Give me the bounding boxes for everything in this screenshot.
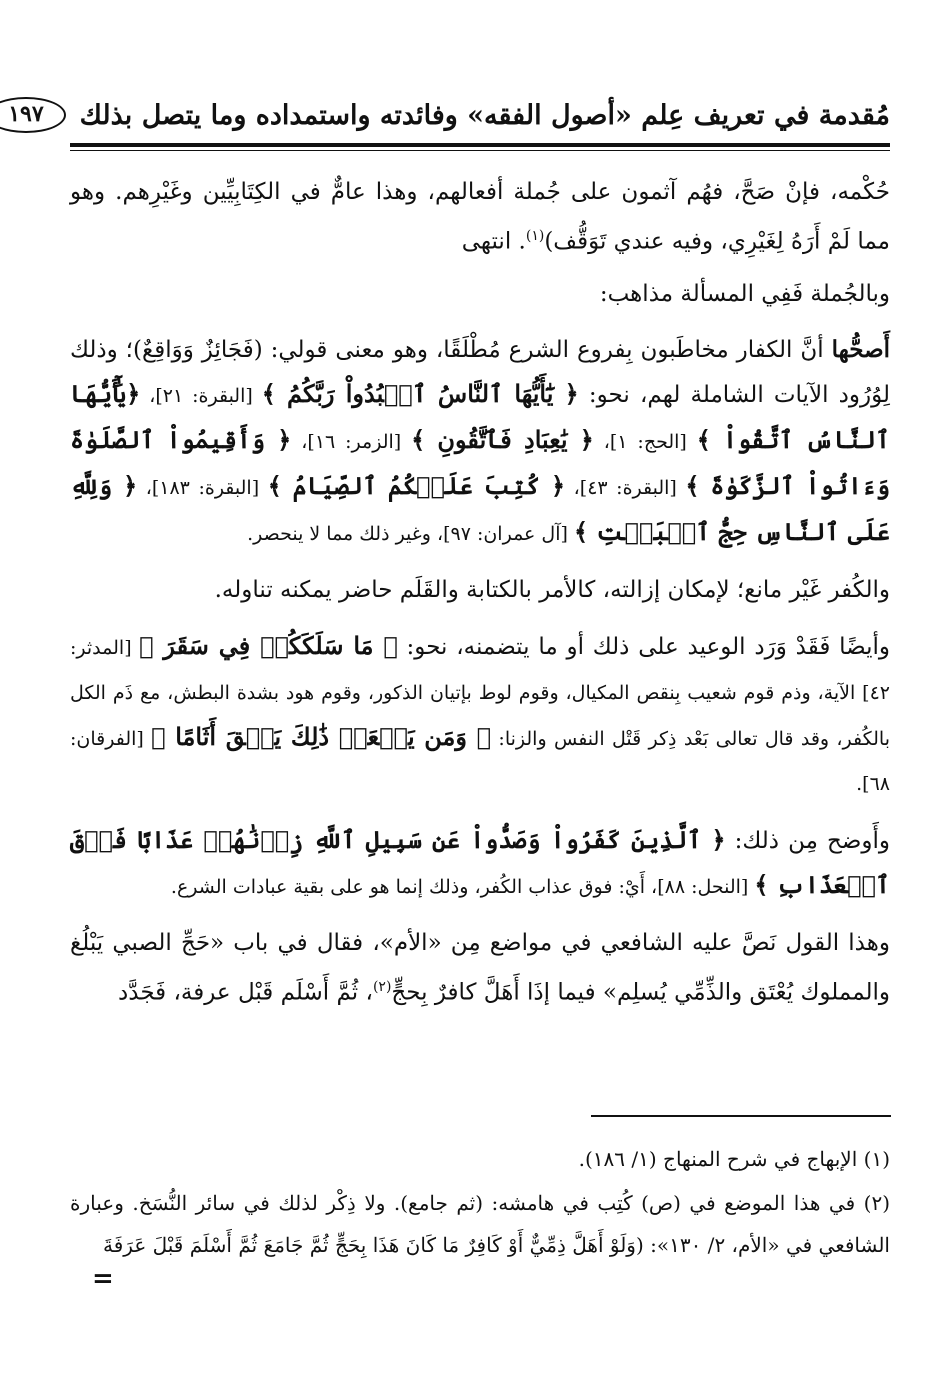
quran-verse: ﴿يَٰٓأَيُّهَا ٱلنَّاسُ ٱتَّقُواْ ﴾ xyxy=(70,378,890,454)
paragraph-3 xyxy=(70,328,890,556)
verse-citation: [الزمر: ١٦]، xyxy=(291,430,412,453)
paragraph-7 xyxy=(70,921,890,1015)
paragraph-text: أنَّ الكفار مخاطَبون بِفروع الشرع مُطْلَقًا، وهو معنى قولي: (فَجَائِزٌ وَوَاقِعٌ)؛ وذلك لِوُرُود الآيات الشاملة لهم، نحو: xyxy=(70,336,890,408)
footnote-separator xyxy=(591,1115,891,1117)
paragraph-text: وهذا القول نَصَّ عليه الشافعي في مواضع مِن «الأم»، فقال في باب «حَجِّ الصبي يَبْلُغ والمملوك يُعْتَق والذِّمِّي يُسلِم» فيما إذَا أَهَلَّ كافرٌ بِحجٍّ xyxy=(70,929,890,1006)
footnotes xyxy=(70,1138,890,1268)
paragraph-text: وأَوضح مِن ذلك: xyxy=(725,827,890,854)
verse-citation: [النحل: ٨٨]، أَيْ: فوق عذاب الكُفر، وذلك إنما هو على بقية عبادات الشرع. xyxy=(170,875,755,898)
header-rule-thin xyxy=(70,150,890,151)
verse-citation: [البقرة: ٢١]، xyxy=(140,384,262,407)
verse-citation: [آل عمران: ٩٧]، وغير ذلك مما لا ينحصر. xyxy=(247,522,574,545)
paragraph-4 xyxy=(70,568,890,612)
paragraph-1 xyxy=(70,170,890,264)
paragraph-tail: ، ثُمَّ أَسْلَم قَبْل عرفة، فَجَدَّد xyxy=(118,979,373,1006)
verse-citation: [الفرقان: ٦٨]. xyxy=(70,727,890,795)
quran-verse: ﴿ مَا سَلَكَكُمۡ فِي سَقَرَ ﴾ xyxy=(139,630,398,660)
quran-verse: ﴿ وَلِلَّهِ عَلَى ٱلنَّاسِ حِجُّ ٱلۡبَيۡتِ ﴾ xyxy=(70,470,890,546)
page-number: ١٩٧ xyxy=(0,97,66,133)
footnote-1: (١) الإبهاج في شرح المنهاج (١/ ١٨٦). xyxy=(578,1147,890,1171)
footnote-ref-2[interactable]: (٢) xyxy=(372,978,392,995)
quran-verse: ﴿ ٱلَّذِينَ كَفَرُواْ وَصَدُّواْ عَن سَبِيلِ ٱللَّهِ زِدۡنَٰهُمۡ عَذَابًا فَوۡقَ ٱلۡعَذَابِ ﴾ xyxy=(70,824,890,899)
quran-verse: ﴿ يَٰعِبَادِ فَٱتَّقُونِ ﴾ xyxy=(411,424,594,454)
paragraph-text: وبالجُملة فَفِي المسألة مذاهب: xyxy=(599,280,890,307)
running-title: مُقدمة في تعريف عِلم «أصول الفقه» وفائدته واستمداده وما يتصل بذلك xyxy=(79,99,890,131)
paragraph-2 xyxy=(70,272,890,316)
verse-citation: [المدثر: ٤٢] الآية، وذم قوم شعيب بِنقص المكيال، وقوم لوط بإتيان الذكور، وقوم هود بشدة البطش، مع ذَم الكل بالكُفر، وقد قال تعالى بَعْد ذِكر قَتْل النفس والزنا: xyxy=(70,636,891,750)
footnote-ref-1[interactable]: (١) xyxy=(525,228,545,244)
paragraph-tail: . انتهى xyxy=(461,228,526,255)
verse-citation: [البقرة: ١٨٣]، xyxy=(137,476,268,499)
continuation-mark: = xyxy=(92,1264,114,1294)
quran-verse: ﴿ يَٰٓأَيُّهَا ٱلنَّاسُ ٱعۡبُدُواْ رَبَّكُمُ ﴾ xyxy=(261,378,579,408)
footnote-2: (٢) في هذا الموضع في (ص) كُتِب في هامشه: (ثم جامع). ولا ذِكْر لذلك في سائر النُّسَخ. وعبارة الشافعي في «الأم، ٢/ ١٣٠»: (وَلَوْ أَهَلَّ ذِمِّيٌّ أَوْ كَافِرٌ مَا كَانَ هَذَا بِحَجٍّ ثُمَّ جَامَعَ ثُمَّ أَسْلَمَ قَبْلَ عَرَفَةَ xyxy=(70,1191,890,1257)
paragraph-6 xyxy=(70,818,890,909)
paragraph-lead: أَصحُّها xyxy=(831,335,890,363)
quran-verse: ﴿ وَأَقِيمُواْ ٱلصَّلَوٰةَ وَءَاتُواْ ٱلزَّكَوٰةَ ﴾ xyxy=(70,424,891,500)
quran-verse: ﴿ وَمَن يَفۡعَلۡ ذَٰلِكَ يَلۡقَ أَثَامًا ﴾ xyxy=(151,721,492,751)
paragraph-text: حُكْمه، فإنْ صَحَّ، فهُم آثمون على جُملة أفعالهم، وهذا عامٌّ في الكِتَابِيِّين وغَيْرِهم. وهو مما لَمْ أَرَهُ لِغَيْرِي، وفيه عندي تَوَقُّف) xyxy=(70,179,890,255)
verse-citation: [الحج: ١]، xyxy=(593,430,697,453)
header-rule-thick xyxy=(70,143,890,147)
verse-citation: [البقرة: ٤٣]، xyxy=(565,476,686,499)
page-header xyxy=(8,92,890,138)
paragraph-text: والكُفر غَيْر مانع؛ لإمكان إزالته، كالأمر بالكتابة والقَلَم حاضر يمكنه تناوله. xyxy=(214,576,890,603)
paragraph-5 xyxy=(70,624,890,806)
paragraph-text: وأيضًا فَقَدْ وَرَد الوعيد على ذلك أو ما يتضمنه، نحو: xyxy=(397,633,891,660)
main-text xyxy=(70,170,890,1026)
quran-verse: ﴿ كُتِبَ عَلَيۡكُمُ ٱلصِّيَامُ ﴾ xyxy=(267,470,566,500)
